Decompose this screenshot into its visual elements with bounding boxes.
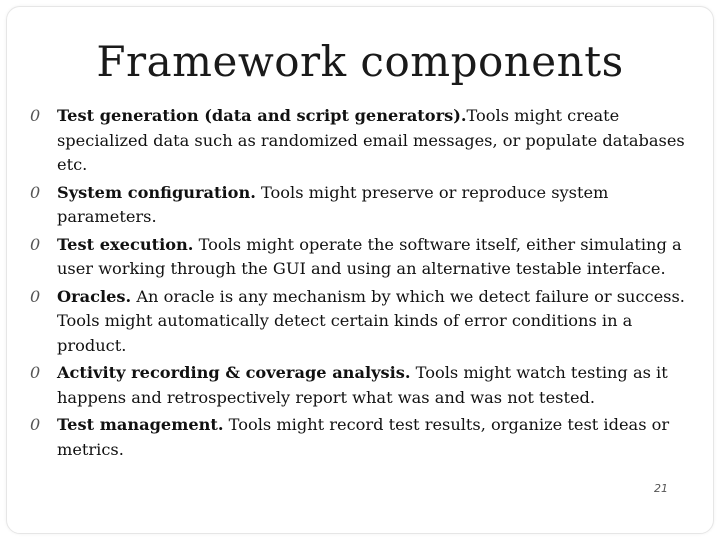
bullet-item-test-execution <box>30 233 692 282</box>
bullet-lead: Oracles. <box>57 286 132 306</box>
bullet-lead: Test management. <box>57 415 224 434</box>
bullet-lead: System configuration. <box>57 182 256 202</box>
bullet-item-test-management <box>30 413 692 462</box>
bullet-marker: 0 <box>30 363 41 382</box>
bullet-item-oracles <box>30 285 692 359</box>
bullet-marker: 0 <box>30 182 41 202</box>
bullet-marker: 0 <box>30 234 41 254</box>
bullet-marker: 0 <box>30 286 41 306</box>
bullet-lead: Test generation (data and script generators). <box>57 106 467 125</box>
bullet-list <box>30 104 692 465</box>
bullet-text: Tools might operate the software itself, either simulating a user working through the GUI and using an alternative testable interface. <box>57 234 682 278</box>
bullet-item-system-configuration <box>30 181 692 230</box>
bullet-text: Tools might record test results, organize test ideas or metrics. <box>57 415 670 459</box>
bullet-item-test-generation <box>30 104 692 178</box>
slide-title: Framework components <box>96 37 624 86</box>
bullet-marker: 0 <box>30 106 41 125</box>
bullet-marker: 0 <box>30 415 41 434</box>
bullet-item-activity-recording <box>30 361 692 410</box>
bullet-text: Tools might create specialized data such as randomized email messages, or populate databases etc. <box>57 106 685 174</box>
bullet-lead: Activity recording & coverage analysis. <box>57 363 411 382</box>
bullet-text: Tools might watch testing as it happens and retrospectively report what was and was not tested. <box>57 363 668 407</box>
bullet-text: Tools might preserve or reproduce system parameters. <box>57 182 609 226</box>
bullet-text: An oracle is any mechanism by which we detect failure or success. Tools might automatically detect certain kinds of error conditions in a product. <box>57 286 685 355</box>
page-number: 21 <box>654 482 668 495</box>
bullet-lead: Test execution. <box>57 234 194 254</box>
